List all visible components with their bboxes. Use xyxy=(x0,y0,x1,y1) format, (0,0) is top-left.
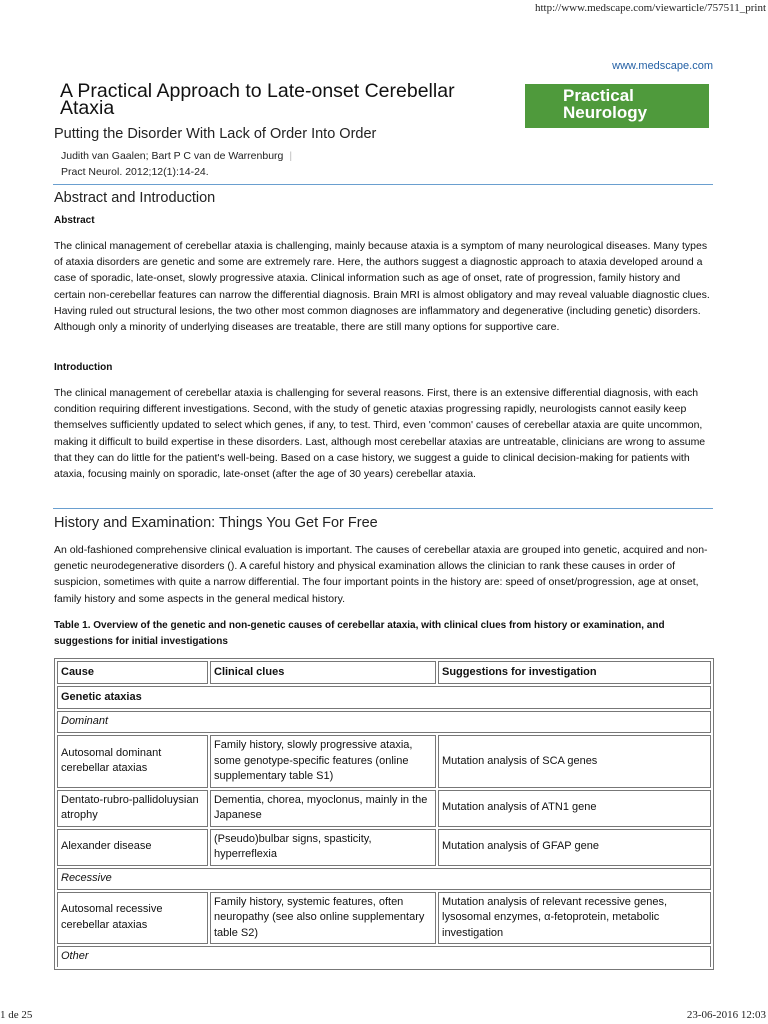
cell-cause: Autosomal recessive cerebellar ataxias xyxy=(57,892,208,945)
cell-investigation: Mutation analysis of ATN1 gene xyxy=(438,790,711,827)
cell-investigation: Mutation analysis of SCA genes xyxy=(438,735,711,788)
cell-clinical-clues: Dementia, chorea, myoclonus, mainly in the Japanese xyxy=(210,790,436,827)
article-subtitle: Putting the Disorder With Lack of Order Into Order xyxy=(54,126,377,142)
divider-top xyxy=(53,184,713,185)
authors-separator: | xyxy=(289,150,293,162)
cell-cause: Autosomal dominant cerebellar ataxias xyxy=(57,735,208,788)
table-caption: Table 1. Overview of the genetic and non-genetic causes of cerebellar ataxia, with clinical clues from history or examination, and suggestions for initial investigations xyxy=(54,620,665,647)
page-number: 1 de 25 xyxy=(0,1009,33,1021)
table-row xyxy=(57,892,711,945)
cell-investigation: Mutation analysis of GFAP gene xyxy=(438,829,711,866)
cell-clinical-clues: Family history, systemic features, often neuropathy (see also online supplementary table S2) xyxy=(210,892,436,945)
subgroup-row-other xyxy=(57,946,711,967)
citation: Pract Neurol. 2012;12(1):14-24. xyxy=(61,166,209,178)
logo-line-1: Practical xyxy=(563,86,634,105)
practical-neurology-logo xyxy=(525,84,709,128)
subgroup-label-other: Other xyxy=(57,946,711,967)
table-row xyxy=(57,735,711,788)
cell-investigation: Mutation analysis of relevant recessive genes, lysosomal enzymes, α-fetoprotein, metabolic investigation xyxy=(438,892,711,945)
cell-clinical-clues: Family history, slowly progressive ataxia, some genotype-specific features (online supplementary table S1) xyxy=(210,735,436,788)
cell-cause: Alexander disease xyxy=(57,829,208,866)
cell-clinical-clues: (Pseudo)bulbar signs, spasticity, hyperreflexia xyxy=(210,829,436,866)
divider-history xyxy=(53,508,713,509)
table-header-row xyxy=(57,661,711,684)
article-title: A Practical Approach to Late-onset Cerebellar Ataxia xyxy=(60,80,455,119)
authors xyxy=(61,150,292,162)
group-label-genetic: Genetic ataxias xyxy=(57,686,711,709)
header-clinical-clues: Clinical clues xyxy=(210,661,436,684)
header-investigation: Suggestions for investigation xyxy=(438,661,711,684)
authors-text: Judith van Gaalen; Bart P C van de Warrenburg xyxy=(61,150,284,162)
logo-line-2: Neurology xyxy=(563,103,648,122)
abstract-intro-heading: Abstract and Introduction xyxy=(54,190,216,206)
introduction-label: Introduction xyxy=(54,362,113,373)
subgroup-label-recessive: Recessive xyxy=(57,868,711,890)
history-text: An old-fashioned comprehensive clinical evaluation is important. The causes of cerebellar ataxia are grouped into genetic, acquired and non-genetic neurodegenerative disorders (). A careful history and physical examination allows the clinician to rank these causes in order of suspicion, sometimes with quite a narrow differential. The four important points in the history are: speed of onset/progression, age at onset, family history and some aspects in the general medical history. xyxy=(54,544,708,605)
group-row-genetic xyxy=(57,686,711,709)
subgroup-label-dominant: Dominant xyxy=(57,711,711,733)
cell-cause: Dentato-rubro-pallidoluysian atrophy xyxy=(57,790,208,827)
header-cause: Cause xyxy=(57,661,208,684)
abstract-label: Abstract xyxy=(54,215,95,226)
table-row xyxy=(57,829,711,866)
causes-table xyxy=(54,658,714,970)
print-date: 23-06-2016 12:03 xyxy=(686,1009,766,1021)
introduction-text: The clinical management of cerebellar ataxia is challenging for several reasons. First, there is an extensive differential diagnosis, with each condition requiring different investigations. Second, with the study of genetic ataxias progressing rapidly, neurologists cannot easily keep themselves sufficiently updated to select which genes, if any, to test. Third, even 'common' causes of cerebellar ataxia are quite uncommon, making it difficult to build expertise in these disorders. Last, although most cerebellar ataxias are untreatable, clinicians are wrong to assume that they can do little for the patient's well-being. Based on a case history, we suggest a guide to clinical decision-making for patients with ataxia, focusing mainly on sporadic, late-onset (after the age of 30 years) cerebellar ataxia. xyxy=(54,387,706,481)
medscape-link[interactable]: www.medscape.com xyxy=(612,60,713,72)
table-row xyxy=(57,790,711,827)
abstract-text: The clinical management of cerebellar ataxia is challenging, mainly because ataxia is a symptom of many neurological diseases. Many types of ataxia disorders are genetic and some are extremely rare. Here, the authors suggest a diagnostic approach to ataxia developed around a case of sporadic, late-onset, slowly progressive ataxia. Clinical information such as age of onset, rate of progression, family history and certain non-cerebellar features can narrow the differential diagnosis. Brain MRI is almost obligatory and may reveal valuable diagnostic clues. Having ruled out structural lesions, the two other most common diagnoses are inflammatory and degenerative (including genetic) disorders. Although only a minority of underlying diseases are treatable, there are still many options for supportive care. xyxy=(54,240,710,334)
subgroup-row-recessive xyxy=(57,868,711,890)
subgroup-row-dominant xyxy=(57,711,711,733)
history-heading: History and Examination: Things You Get For Free xyxy=(54,515,378,531)
print-url: http://www.medscape.com/viewarticle/757511_print xyxy=(534,2,766,14)
